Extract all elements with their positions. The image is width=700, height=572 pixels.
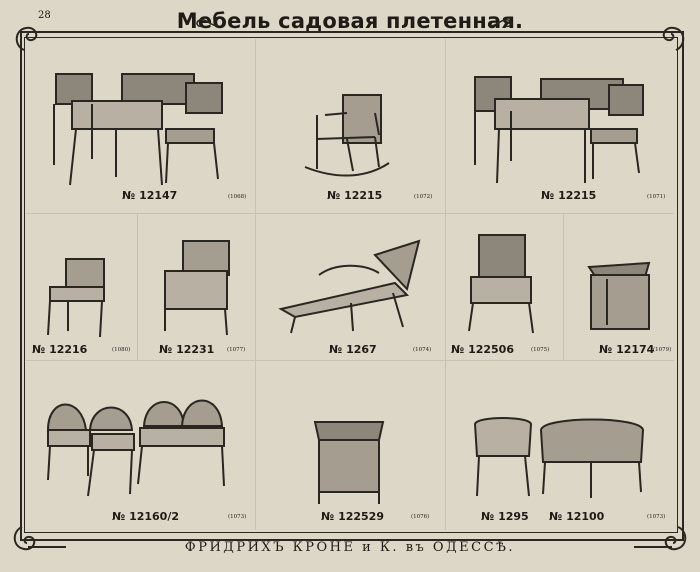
catalog-item-122529 xyxy=(255,360,445,530)
item-code: (1071) xyxy=(647,194,666,200)
armchair-and-settee-illustration xyxy=(445,360,674,530)
catalog-item-12160-2 xyxy=(26,360,255,530)
catalog-item-12216 xyxy=(26,213,137,360)
item-code: (1074) xyxy=(413,347,432,353)
armchair-illustration xyxy=(26,213,137,360)
item-code: (1075) xyxy=(531,347,550,353)
furniture-set-illustration xyxy=(445,39,674,213)
armchair-illustration xyxy=(137,213,255,360)
catalog-item-12231 xyxy=(137,213,255,360)
item-code: (1080) xyxy=(112,347,131,353)
chairs-group-illustration xyxy=(26,360,255,530)
item-number: № 12100 xyxy=(549,510,605,523)
catalog-item-1295-12100 xyxy=(445,360,674,530)
page-title: Мебель садовая плетенная. xyxy=(176,9,524,33)
item-number: № 12160/2 xyxy=(112,510,180,523)
box-chair-illustration xyxy=(255,360,445,530)
item-number: № 122506 xyxy=(451,343,514,356)
item-code: (1076) xyxy=(411,514,430,520)
item-code: (1079) xyxy=(653,347,672,353)
item-number: № 12216 xyxy=(32,343,88,356)
furniture-set-illustration xyxy=(26,39,255,213)
item-number: № 12174 xyxy=(599,343,655,356)
item-code: (1068) xyxy=(228,194,247,200)
item-code: (1072) xyxy=(414,194,433,200)
catalog-item-1267 xyxy=(255,213,445,360)
catalog-item-122506 xyxy=(445,213,563,360)
box-chair-illustration xyxy=(563,213,674,360)
item-code: (1073) xyxy=(647,514,666,520)
item-number: № 12215 xyxy=(327,189,383,202)
item-number: № 12231 xyxy=(159,343,215,356)
page-number: 28 xyxy=(38,10,51,21)
item-number: № 12147 xyxy=(122,189,178,202)
catalog-item-12147 xyxy=(26,39,255,213)
item-number: № 1295 xyxy=(481,510,529,523)
lounge-chair-illustration xyxy=(255,213,445,360)
item-code: (1077) xyxy=(227,347,246,353)
item-number: № 122529 xyxy=(321,510,384,523)
rocking-chair-illustration xyxy=(255,39,445,213)
catalog-item-12215-rocker xyxy=(255,39,445,213)
publisher-footer: ФРИДРИХЪ КРОНЕ и К. въ ОДЕССѢ. xyxy=(184,540,516,555)
wingback-chair-illustration xyxy=(445,213,563,360)
item-code: (1073) xyxy=(228,514,247,520)
catalog-item-12174 xyxy=(563,213,674,360)
item-number: № 1267 xyxy=(329,343,377,356)
item-number: № 12215 xyxy=(541,189,597,202)
catalog-item-12215-set xyxy=(445,39,674,213)
